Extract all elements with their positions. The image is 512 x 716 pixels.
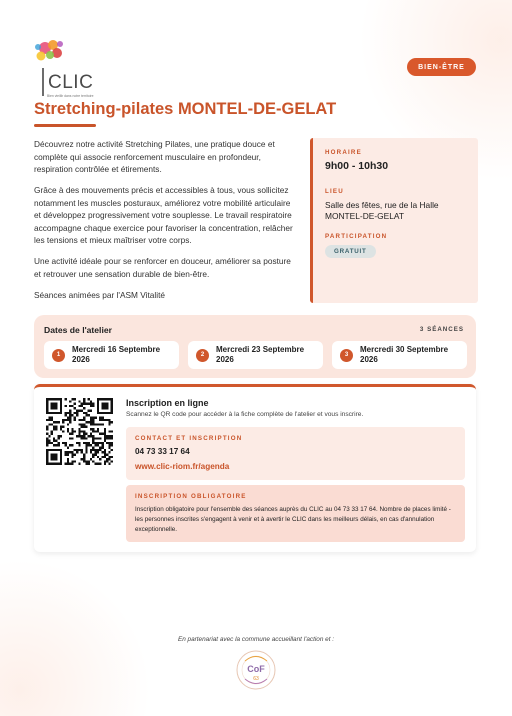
date-line1: Mercredi 30 Septembre	[360, 345, 449, 354]
mandatory-text: Inscription obligatoire pour l'ensemble des séances auprès du CLIC au 04 73 33 17 64. Nombre de places limité - les personnes inscrites s'engagent à venir et à avertir le CLIC dans les meilleurs délais, en cas d'annulation exceptionnelle.	[135, 506, 451, 533]
date-item	[332, 341, 467, 369]
partner-logo	[234, 648, 278, 692]
partner-text: En partenariat avec la commune accueillant l'action et :	[177, 636, 335, 643]
partner-logo-sub: 63	[253, 676, 259, 682]
registration-subtitle: Scannez le QR code pour accéder à la fiche complète de l'atelier et vous inscrire.	[126, 411, 364, 418]
page-title: Stretching-pilates MONTEL-DE-GELAT	[34, 100, 337, 118]
lieu-line1: Salle des fêtes, rue de la Halle	[325, 199, 439, 210]
qr-code-icon[interactable]	[46, 398, 113, 465]
partner-seal-icon	[234, 648, 278, 692]
date-item	[44, 341, 179, 369]
contact-box	[126, 427, 465, 480]
category-badge: BIEN-ÊTRE	[407, 58, 476, 76]
participation-label: PARTICIPATION	[325, 232, 388, 240]
date-line1: Mercredi 16 Septembre	[72, 345, 161, 354]
date-number: 3	[340, 349, 353, 362]
description-paragraph: Grâce à des mouvements précis et accessibles à tous, vous sollicitez notamment les muscles posturaux, améliorez votre mobilité articulaire et développez progressivement votre souplesse. Le travail respiratoire accompagne chaque exercice pour favoriser la concentration, relâcher les tensions et mieux maîtriser votre corps.	[34, 184, 293, 246]
partner-logo-main: CoF	[247, 664, 265, 674]
lieu-label: LIEU	[325, 187, 344, 195]
registration-title: Inscription en ligne	[126, 398, 209, 408]
title-underline	[34, 124, 96, 127]
description-paragraph: Une activité idéale pour se renforcer en douceur, améliorer sa posture et retrouver une sensation durable de bien-être.	[34, 256, 291, 279]
agenda-link[interactable]: www.clic-riom.fr/agenda	[135, 462, 230, 471]
contact-phone[interactable]: 04 73 33 17 64	[135, 447, 190, 456]
logo-brand: CLIC	[48, 72, 94, 93]
mandatory-label: INSCRIPTION OBLIGATOIRE	[135, 493, 247, 500]
mandatory-box	[126, 485, 465, 542]
flower-logo-icon	[32, 38, 72, 70]
dates-section	[34, 315, 476, 378]
description-paragraph: Séances animées par l'ASM Vitalité	[34, 289, 166, 300]
info-card	[310, 138, 478, 303]
contact-label: CONTACT ET INSCRIPTION	[135, 435, 243, 442]
participation-badge: GRATUIT	[325, 245, 376, 258]
dates-heading: Dates de l'atelier	[44, 325, 112, 335]
date-number: 2	[196, 349, 209, 362]
sessions-count: 3 SÉANCES	[419, 326, 464, 333]
date-line2: 2026	[216, 355, 234, 364]
lieu-line2: MONTEL-DE-GELAT	[325, 211, 404, 221]
date-line2: 2026	[72, 355, 90, 364]
horaire-value: 9h00 - 10h30	[325, 160, 389, 172]
description	[34, 138, 296, 309]
description-paragraph: Découvrez notre activité Stretching Pilates, une pratique douce et complète qui associe renforcement musculaire en profondeur, respiration contrôlée et étirements.	[34, 139, 275, 175]
registration-card	[34, 384, 476, 552]
clic-logo	[32, 38, 94, 100]
date-item	[188, 341, 323, 369]
logo-tagline: Bien vieillir dans notre territoire	[47, 94, 94, 98]
date-number: 1	[52, 349, 65, 362]
date-line1: Mercredi 23 Septembre	[216, 345, 305, 354]
horaire-label: HORAIRE	[325, 149, 362, 156]
date-line2: 2026	[360, 355, 378, 364]
